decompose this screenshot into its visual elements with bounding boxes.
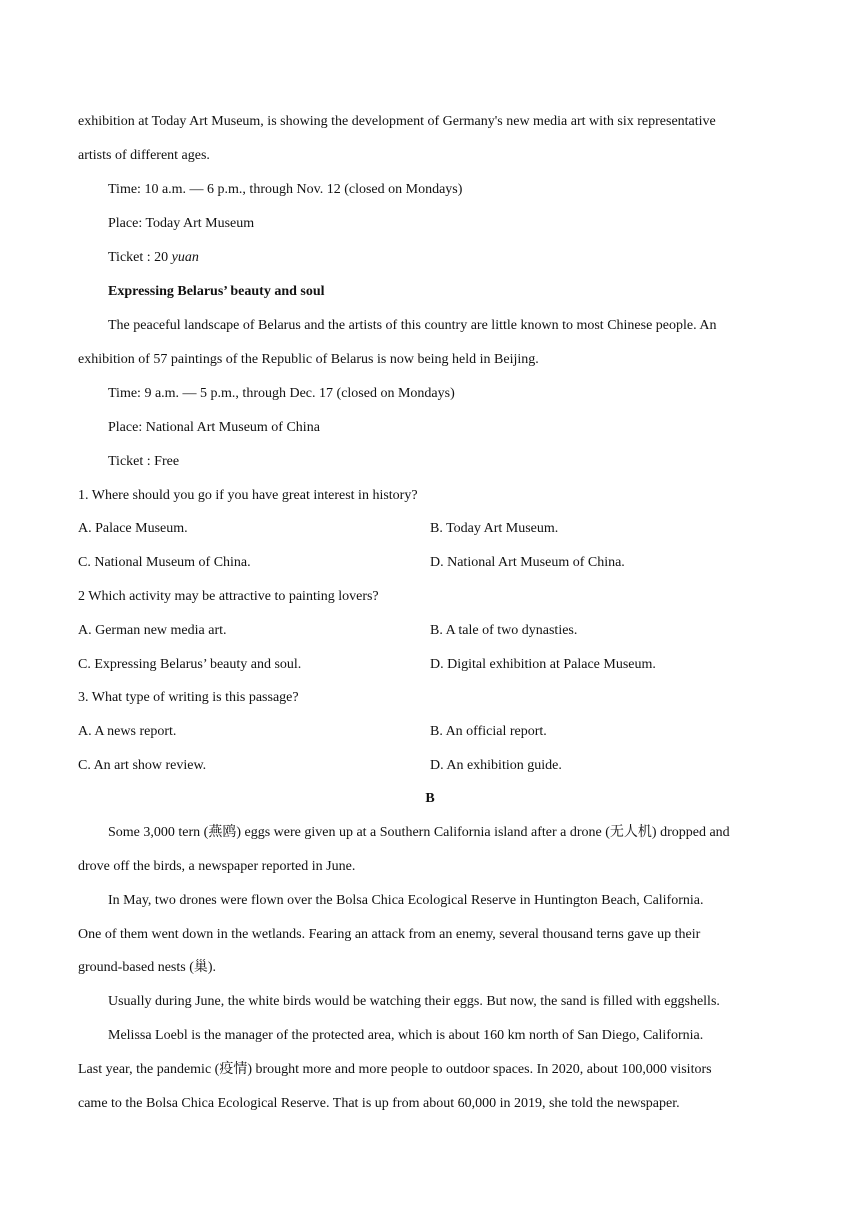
answer-option: A. German new media art. [78, 623, 227, 638]
passage-b-text-line: In May, two drones were flown over the Bolsa Chica Ecological Reserve in Huntington Beach, California. [108, 893, 704, 908]
answer-option: D. An exhibition guide. [430, 758, 562, 773]
section-heading: B [425, 791, 435, 806]
passage-b-text-line: Melissa Loebl is the manager of the protected area, which is about 160 km north of San Diego, California. [108, 1028, 704, 1043]
answer-option: C. National Museum of China. [78, 555, 251, 570]
answer-option: B. Today Art Museum. [430, 521, 559, 536]
belarus-section-title: Expressing Belarus’ beauty and soul [108, 284, 325, 299]
belarus-text-line: The peaceful landscape of Belarus and the artists of this country are little known to most Chinese people. An [108, 318, 717, 333]
passage-a-text-line: artists of different ages. [78, 148, 210, 163]
answer-option: A. Palace Museum. [78, 521, 188, 536]
german-exhibit-time: Time: 10 a.m. — 6 p.m., through Nov. 12 (closed on Mondays) [108, 182, 463, 197]
answer-option: A. A news report. [78, 724, 177, 739]
belarus-exhibit-place: Place: National Art Museum of China [108, 420, 320, 435]
belarus-exhibit-time: Time: 9 a.m. — 5 p.m., through Dec. 17 (closed on Mondays) [108, 386, 455, 401]
answer-option: C. An art show review. [78, 758, 207, 773]
question-stem: 1. Where should you go if you have great interest in history? [78, 488, 418, 503]
german-exhibit-place: Place: Today Art Museum [108, 216, 255, 231]
passage-b-text-line: One of them went down in the wetlands. Fearing an attack from an enemy, several thousand terns gave up their [78, 927, 701, 942]
german-exhibit-ticket [108, 249, 199, 267]
passage-b-text-line: ground-based nests (巢). [78, 960, 217, 975]
answer-option: D. National Art Museum of China. [430, 555, 625, 570]
answer-option: B. An official report. [430, 724, 547, 739]
question-stem: 2 Which activity may be attractive to painting lovers? [78, 589, 379, 604]
ticket-price: Ticket : 20 [108, 250, 172, 265]
answer-option: D. Digital exhibition at Palace Museum. [430, 657, 656, 672]
passage-b-text-line: Some 3,000 tern (燕鸥) eggs were given up at a Southern California island after a drone (无人机) dropped and [108, 825, 730, 840]
passage-b-text-line: Last year, the pandemic (疫情) brought more and more people to outdoor spaces. In 2020, about 100,000 visitors [78, 1062, 712, 1077]
passage-b-text-line: drove off the birds, a newspaper reported in June. [78, 859, 356, 874]
question-stem: 3. What type of writing is this passage? [78, 690, 299, 705]
passage-b-text-line: came to the Bolsa Chica Ecological Reserve. That is up from about 60,000 in 2019, she told the newspaper. [78, 1096, 680, 1111]
answer-option: C. Expressing Belarus’ beauty and soul. [78, 657, 302, 672]
passage-b-text-line: Usually during June, the white birds would be watching their eggs. But now, the sand is filled with eggshells. [108, 994, 720, 1009]
belarus-text-line: exhibition of 57 paintings of the Republic of Belarus is now being held in Beijing. [78, 352, 539, 367]
passage-a-text-line: exhibition at Today Art Museum, is showing the development of Germany's new media art with six representative [78, 114, 716, 129]
answer-option: B. A tale of two dynasties. [430, 623, 578, 638]
belarus-exhibit-ticket: Ticket : Free [108, 454, 180, 469]
ticket-unit: yuan [171, 250, 199, 265]
